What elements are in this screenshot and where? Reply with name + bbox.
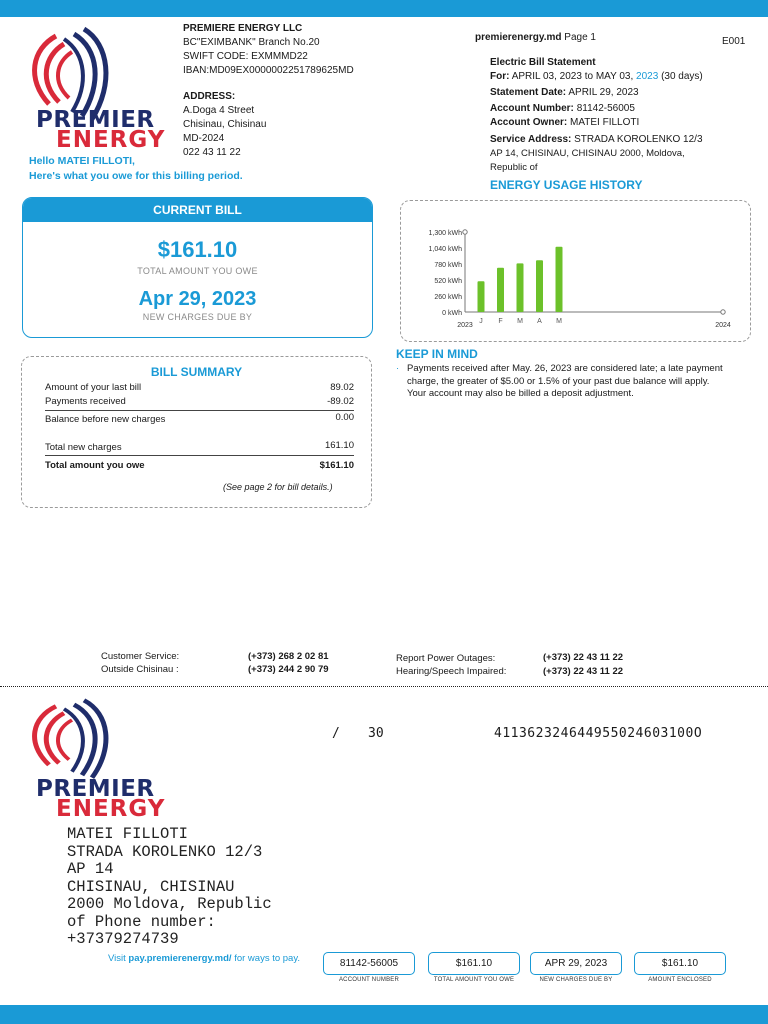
axis-end-marker xyxy=(463,230,467,234)
statement-title: Electric Bill Statement xyxy=(490,57,596,68)
company-logo xyxy=(14,24,164,152)
stub-caption: ACCOUNT NUMBER xyxy=(338,977,400,983)
usage-bar xyxy=(556,247,563,312)
logo-word-energy: ENERGY xyxy=(56,127,166,153)
mailing-address-line: +37379274739 xyxy=(67,930,179,948)
statement-info xyxy=(490,56,760,192)
summary-row xyxy=(45,442,354,453)
company-name: PREMIERE ENERGY LLC xyxy=(183,23,303,34)
address-label: ADDRESS: xyxy=(183,91,236,102)
amount-caption: TOTAL AMOUNT YOU OWE xyxy=(137,266,258,276)
address-line: MD-2024 xyxy=(183,133,225,144)
x-tick-label: M xyxy=(517,318,523,325)
keep-in-mind-title: KEEP IN MIND xyxy=(396,347,478,361)
company-swift: SWIFT CODE: EXMMMD22 xyxy=(183,51,308,62)
address-line: Chisinau, Chisinau xyxy=(183,119,267,130)
for-value: APRIL 03, 2023 to MAY 03, xyxy=(511,71,634,82)
summary-label: Total amount you owe xyxy=(45,460,145,471)
y-tick-label: 780 kWh xyxy=(434,262,462,269)
bill-summary-title: BILL SUMMARY xyxy=(150,365,243,379)
summary-note: (See page 2 for bill details.) xyxy=(223,482,333,492)
usage-history-title: ENERGY USAGE HISTORY xyxy=(490,178,643,192)
x-tick-label: M xyxy=(556,318,562,325)
usage-bar xyxy=(478,281,485,312)
hearing-impaired-label: Hearing/Speech Impaired: xyxy=(396,665,507,677)
usage-chart xyxy=(401,201,752,343)
hearing-impaired-phone[interactable]: (+373) 22 43 11 22 xyxy=(543,666,624,677)
usage-chart-box xyxy=(400,200,751,342)
x-tick-label: A xyxy=(537,318,542,325)
mailing-address-line: STRADA KOROLENKO 12/3 xyxy=(67,842,263,861)
summary-row xyxy=(45,414,354,425)
usage-bar xyxy=(497,268,504,312)
greeting-line-2: Here's what you owe for this billing period. xyxy=(29,170,243,182)
due-caption: NEW CHARGES DUE BY xyxy=(142,312,253,322)
stub-caption: AMOUNT ENCLOSED xyxy=(648,977,712,983)
customer-service-phone[interactable]: (+373) 268 2 02 81 xyxy=(248,651,329,662)
current-bill-amount: $161.10 xyxy=(157,237,238,262)
logo-word-premier: PREMIER xyxy=(36,776,155,802)
customer-service-label: Customer Service: xyxy=(101,651,180,662)
axis-end-marker xyxy=(721,310,725,314)
visit-prefix: Visit xyxy=(108,953,126,964)
power-outage-phone[interactable]: (+373) 22 43 11 22 xyxy=(543,652,624,663)
current-bill-header: CURRENT BILL xyxy=(23,198,372,222)
summary-value: $161.10 xyxy=(319,460,354,471)
summary-row xyxy=(45,396,354,411)
mailing-address-line: CHISINAU, CHISINAU xyxy=(67,877,235,896)
for-year: 2023 xyxy=(636,71,659,82)
stub-total-owed: $161.10 xyxy=(428,952,520,975)
due-date: Apr 29, 2023 xyxy=(138,288,257,310)
remit-barcode-number: 411362324644955024603100O xyxy=(494,726,703,741)
tear-line xyxy=(0,686,768,687)
service-address-label: Service Address: xyxy=(490,134,572,145)
usage-bar xyxy=(517,263,524,312)
bottom-accent-bar xyxy=(0,1005,768,1024)
y-tick-label: 1,040 kWh xyxy=(428,246,462,253)
logo-word-energy: ENERGY xyxy=(56,796,166,822)
usage-bar xyxy=(536,260,543,312)
mailing-address-line: of Phone number: xyxy=(67,912,216,931)
pay-link[interactable]: pay.premierenergy.md/ xyxy=(128,953,232,964)
remit-logo xyxy=(14,696,164,824)
address-line: A.Doga 4 Street xyxy=(183,105,255,116)
mailing-address xyxy=(67,826,272,949)
remit-days: 30 xyxy=(368,726,384,741)
summary-label: Balance before new charges xyxy=(45,414,166,425)
keep-in-mind-line: Your account may also be billed a deposit adjustment. xyxy=(407,388,634,399)
stub-amount-enclosed[interactable]: $161.10 xyxy=(634,952,726,975)
summary-value: 89.02 xyxy=(330,382,354,393)
x-start-year-label: 2023 xyxy=(457,322,473,329)
keep-in-mind-text xyxy=(396,363,723,401)
power-outage-label: Report Power Outages: xyxy=(396,653,496,664)
account-owner-value: MATEI FILLOTI xyxy=(570,117,640,128)
keep-in-mind-line: charge, the greater of $5.00 or 1.5% of your past due balance will apply. xyxy=(407,375,710,387)
x-tick-label: J xyxy=(479,318,483,325)
top-accent-bar xyxy=(0,0,768,17)
service-address-value: STRADA KOROLENKO 12/3 xyxy=(574,134,703,145)
mailing-address-line: MATEI FILLOTI xyxy=(67,825,188,843)
x-tick-label: F xyxy=(498,318,503,325)
visit-text xyxy=(108,953,300,964)
summary-label: Total new charges xyxy=(45,442,122,453)
summary-value: 0.00 xyxy=(335,412,354,423)
summary-label: Payments received xyxy=(45,396,126,407)
statement-date-label: Statement Date: xyxy=(490,87,567,98)
greeting-line-1: Hello MATEI FILLOTI, xyxy=(29,155,135,167)
outside-chisinau-phone[interactable]: (+373) 244 2 90 79 xyxy=(248,663,329,675)
y-tick-label: 1,300 kWh xyxy=(428,230,462,237)
summary-value: -89.02 xyxy=(327,396,354,407)
contacts-left-values xyxy=(248,651,329,676)
y-tick-label: 520 kWh xyxy=(434,278,462,285)
for-label: For: xyxy=(490,71,510,82)
summary-label: Amount of your last bill xyxy=(45,382,142,393)
y-tick-label: 0 kWh xyxy=(442,310,462,317)
account-number-value: 81142-56005 xyxy=(576,103,635,114)
site-link[interactable]: premierenergy.md xyxy=(475,32,562,43)
contacts-right xyxy=(396,653,506,678)
stub-account-number: 81142-56005 xyxy=(323,952,415,975)
company-iban: IBAN:MD09EX0000002251789625MD xyxy=(183,65,354,76)
mailing-address-line: 2000 Moldova, Republic xyxy=(67,895,272,913)
stub-caption: TOTAL AMOUNT YOU OWE xyxy=(433,977,515,983)
summary-value: 161.10 xyxy=(324,440,354,451)
page-header xyxy=(475,32,596,43)
service-address-line: Republic of xyxy=(490,162,538,173)
y-tick-label: 260 kWh xyxy=(434,294,462,301)
bill-summary-card xyxy=(21,356,372,508)
account-owner-label: Account Owner: xyxy=(490,117,568,128)
summary-row-total xyxy=(45,455,354,471)
company-bank: BC"EXIMBANK" Branch No.20 xyxy=(183,37,320,48)
summary-row xyxy=(45,382,354,393)
visit-suffix: for ways to pay. xyxy=(234,953,301,964)
account-number-label: Account Number: xyxy=(490,103,574,114)
contacts-right-values xyxy=(543,651,623,679)
logo-word-premier: PREMIER xyxy=(36,107,155,133)
statement-code: E001 xyxy=(722,36,746,47)
keep-in-mind-line: Payments received after May. 26, 2023 are considered late; a late payment xyxy=(407,363,723,374)
address-line: 022 43 11 22 xyxy=(183,147,241,158)
stub-due-date: APR 29, 2023 xyxy=(530,952,622,975)
statement-date-value: APRIL 29, 2023 xyxy=(568,87,639,98)
for-days: (30 days) xyxy=(661,71,703,82)
outside-chisinau-label: Outside Chisinau : xyxy=(101,663,179,675)
mailing-address-line: AP 14 xyxy=(67,860,114,878)
logo-swoosh-icon xyxy=(14,696,164,782)
x-end-year-label: 2024 xyxy=(715,322,731,329)
contacts-left xyxy=(101,651,179,676)
bullet-icon: · xyxy=(396,363,400,374)
current-bill-card xyxy=(22,197,373,338)
company-info xyxy=(183,22,354,160)
remit-slash: / xyxy=(332,726,340,741)
stub-caption: NEW CHARGES DUE BY xyxy=(539,977,613,983)
page-number: Page 1 xyxy=(564,32,596,43)
service-address-line: AP 14, CHISINAU, CHISINAU 2000, Moldova, xyxy=(490,148,685,159)
